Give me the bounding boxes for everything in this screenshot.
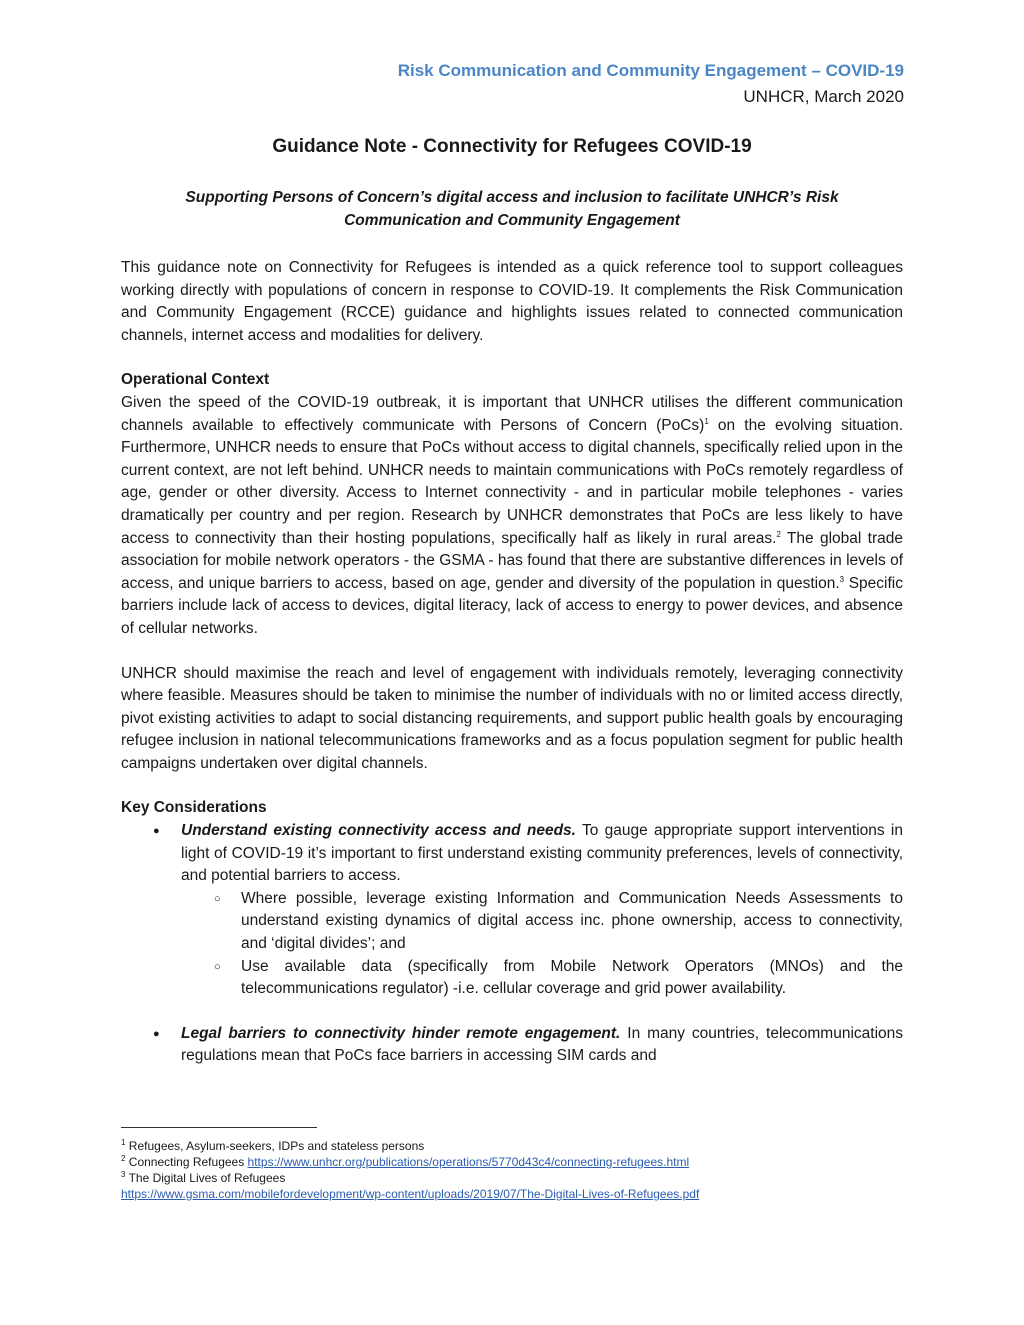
footnote-number: 2 [121, 1154, 126, 1163]
footnote-link[interactable]: https://www.gsma.com/mobilefordevelopment/wp-content/uploads/2019/07/The-Digital-Lives-of-Refugees.pdf [121, 1187, 700, 1201]
footnote-link[interactable]: https://www.unhcr.org/publications/operations/5770d43c4/connecting-refugees.html [247, 1155, 690, 1169]
bullet-text: To gauge appropriate support interventions in light of COVID-19 it’s important to first understand existing community preferences, levels of connectivity, and potential barriers to access. [181, 822, 903, 885]
footnote-ref-3[interactable]: 3 [839, 574, 845, 584]
footnote-divider [121, 1127, 317, 1128]
footnote-number: 3 [121, 1170, 126, 1179]
list-item [181, 820, 903, 1001]
footnote-1 [121, 1138, 903, 1154]
footnote-text: Connecting Refugees [128, 1155, 248, 1169]
operational-context-paragraph [121, 392, 903, 641]
footnote-2 [121, 1154, 903, 1170]
page-header [398, 58, 904, 110]
context-text-part: Given the speed of the COVID-19 outbreak, it is important that UNHCR utilises the different communication channels available to effectively communicate with Persons of Concern (PoCs) [121, 393, 903, 434]
footnote-text: The Digital Lives of Refugees [128, 1171, 286, 1185]
document-body [121, 257, 903, 1068]
footnote-ref-1[interactable]: 1 [704, 416, 709, 426]
footnote-ref-2[interactable]: 2 [776, 529, 781, 539]
list-item [181, 1023, 903, 1068]
sub-list-item: ○ Where possible, leverage existing Information and Communication Needs Assessments to understand existing dynamics of digital access inc. phone ownership, access to connectivity, and ‘digital divides’; and [241, 888, 903, 956]
footnotes [121, 1127, 903, 1202]
bullet-lead: Legal barriers to connectivity hinder remote engagement. [181, 1024, 621, 1042]
intro-paragraph: This guidance note on Connectivity for Refugees is intended as a quick reference tool to support colleagues working directly with populations of concern in response to COVID-19. It complements the Risk Communication and Community Engagement (RCCE) guidance and highlights issues related to connected communication channels, internet access and modalities for delivery. [121, 259, 903, 344]
bullet-lead: Understand existing connectivity access and needs. [181, 822, 576, 840]
header-title: Risk Communication and Community Engagement – COVID-19 [397, 61, 904, 80]
key-considerations-list [121, 820, 903, 1068]
key-considerations-heading: Key Considerations [121, 799, 267, 817]
engagement-paragraph: UNHCR should maximise the reach and level of engagement with individuals remotely, leveraging connectivity where feasible. Measures should be taken to minimise the number of individuals with no or limited access directly, pivot existing activities to adapt to social distancing requirements, and support public health goals by encouraging refugee inclusion in national telecommunications frameworks and as a focus population segment for public health campaigns undertaken over digital channels. [121, 664, 903, 772]
footnote-3-link-line [121, 1186, 903, 1202]
document-title: Guidance Note - Connectivity for Refugees COVID-19 [272, 136, 752, 157]
header-date: UNHCR, March 2020 [743, 87, 904, 106]
context-text-part: Specific barriers include lack of access to devices, digital literacy, lack of access to energy to power devices, and absence of cellular networks. [121, 574, 903, 637]
document-subtitle: Supporting Persons of Concern’s digital access and inclusion to facilitate UNHCR’s Risk Communication and Community Engagement [185, 189, 839, 229]
context-text-part: on the evolving situation. Furthermore, UNHCR needs to ensure that PoCs without access to digital channels, specifically relied upon in the current context, are not left behind. UNHCR needs to maintain communications with PoCs remotely regardless of age, gender or other diversity. Access to Internet connectivity - and in particular mobile telephones - varies dramatically per country and per region. Research by UNHCR demonstrates that PoCs are less likely to have access to connectivity than their hosting populations, specifically half as likely in rural areas. [121, 416, 904, 547]
sub-list [181, 888, 903, 1001]
footnote-3 [121, 1170, 903, 1186]
sub-list-item: ○ Use available data (specifically from Mobile Network Operators (MNOs) and the telecommunications regulator) -i.e. cellular coverage and grid power availability. [241, 956, 903, 1001]
footnote-number: 1 [121, 1138, 126, 1147]
operational-context-heading: Operational Context [121, 371, 270, 389]
context-text-part: The global trade association for mobile network operators - the GSMA - has found that there are substantive differences in levels of access, and unique barriers to access, based on age, gender and diversity of the population in question. [121, 529, 903, 592]
bullet-text: In many countries, telecommunications regulations mean that PoCs face barriers in accessing SIM cards and [181, 1024, 904, 1065]
footnote-text: Refugees, Asylum-seekers, IDPs and stateless persons [128, 1139, 425, 1153]
